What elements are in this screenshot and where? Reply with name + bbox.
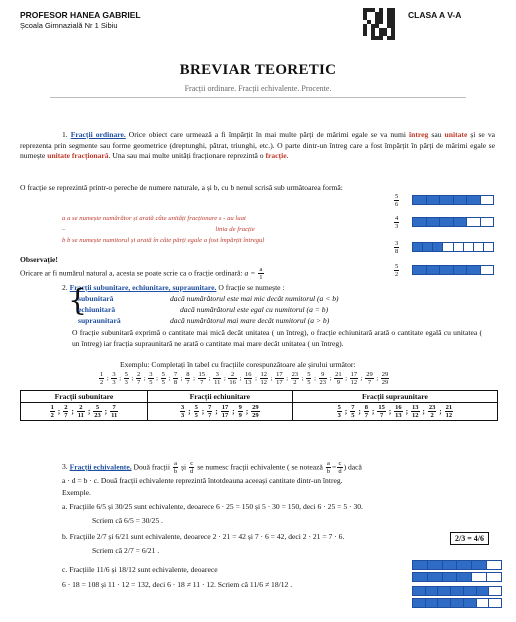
bar-cell <box>438 587 451 595</box>
bar-cell <box>474 243 484 251</box>
class-label: CLASA A V-A <box>408 10 462 20</box>
section-3-heading: Fracții echivalente. <box>69 462 132 472</box>
fraction: $\frac{17}{17}$ <box>221 404 229 419</box>
bar-cell <box>451 599 464 607</box>
example-fraction-bar <box>412 598 502 608</box>
example-fraction-bar <box>412 560 502 570</box>
fraction-bar <box>412 217 494 227</box>
fraction-type-term: subunitară <box>78 294 114 303</box>
fraction: $\frac{3}{11}$ <box>214 371 221 386</box>
section-1-intro: 1. Fracții ordinare. Orice obiect care urmează a fi împărțit în mai multe părți de mărimi egale se va numi întreg sau unitate și se va reprezenta prin segmente sau forme geometrice (dreptunghi, pătrat, triunghi, etc.). O parte dintr-un întreg care a fost împărțit în părți de mărimi egale se numește unitate fracționară. Una sau mai multe unități fracționare reprezintă o fracție. <box>20 130 495 161</box>
bar-fraction-label: 3 8 <box>395 240 399 255</box>
fraction: $\frac{2}{11}$ <box>77 404 84 419</box>
bar-cell <box>489 587 501 595</box>
example-a-conclusion: Scriem că 6/5 = 30/25 . <box>92 516 163 525</box>
fraction: $\frac{5}{23}$ <box>94 404 101 419</box>
exercise-instruction: Exemplu: Completați în tabel cu fracțiile corespunzătoare ale șirului următor: <box>120 360 356 369</box>
fraction: $\frac{5}{5}$ <box>307 371 311 386</box>
school-name: Școala Gimnazială Nr 1 Sibiu <box>20 21 118 30</box>
table-header-subunitare: Fracții subunitare <box>21 391 148 403</box>
fraction: $\frac{2}{7}$ <box>136 371 141 386</box>
fraction: $\frac{5}{5}$ <box>194 404 198 419</box>
bar-cell <box>426 599 439 607</box>
bar-cell <box>443 243 453 251</box>
example-c-conclusion: 6 · 18 = 108 și 11 · 12 = 132, deci 6 · 18 ≠ 11 · 12. Scriem că 11/6 ≠ 18/12 . <box>62 580 293 589</box>
fraction: $\frac{7}{11}$ <box>111 404 118 419</box>
bar-cell <box>440 218 454 226</box>
fraction: $\frac{7}{5}$ <box>351 404 355 419</box>
fraction-bar <box>412 195 494 205</box>
bar-cell <box>467 218 481 226</box>
brace: { <box>68 283 88 318</box>
bar-cell <box>477 599 490 607</box>
fraction: $\frac{23}{2}$ <box>291 371 299 386</box>
bar-cell <box>484 243 493 251</box>
table-cell-subunitare: $\frac{1}{2}$ ; $\frac{2}{7}$ ; $\frac{2}{11}$ ; $\frac{5}{23}$ ; $\frac{7}{11}$ <box>21 403 148 421</box>
fraction: $\frac{5}{3}$ <box>337 404 341 419</box>
bar-cell <box>481 196 494 204</box>
fraction-type-description: dacă numărătorul este mai mic decât numitorul (a < b) <box>170 294 339 303</box>
fraction: $\frac{1}{2}$ <box>100 371 104 386</box>
fraction: $\frac{15}{7}$ <box>378 404 385 419</box>
fraction: $\frac{9}{23}$ <box>319 371 327 386</box>
bar-cell <box>440 266 454 274</box>
fraction: $\frac{3}{3}$ <box>181 404 185 419</box>
bar-cell <box>467 196 481 204</box>
section-1-heading: Fracții ordinare. <box>70 130 126 139</box>
example-a: a. Fracțiile 6/5 și 30/25 sunt echivalente, deoarece 6 · 25 = 150 și 5 · 30 = 150, deci 6 · 25 = 5 · 30. <box>62 502 363 511</box>
bar-fraction-label: 5 6 <box>395 193 399 208</box>
teacher-name: PROFESOR HANEA GABRIEL <box>20 10 141 20</box>
bar-cell <box>464 587 477 595</box>
fraction-definition: O fracție se reprezintă printr-o pereche de numere naturale, a și b, cu b nenul scrisă sub următoarea formă: <box>20 183 343 192</box>
bar-cell <box>487 573 501 581</box>
fraction: $\frac{21}{9}$ <box>335 371 342 386</box>
bar-cell <box>428 573 443 581</box>
bar-cell <box>464 243 474 251</box>
observation-text: Oricare ar fi numărul natural a, acesta se poate scrie ca o fracție ordinară: a = $\frac{a}{1}$ <box>20 266 263 281</box>
fraction: $\frac{8}{7}$ <box>186 371 190 386</box>
fraction: $\frac{15}{7}$ <box>198 371 205 386</box>
fraction-bar <box>412 242 494 252</box>
fraction-type-description: dacă numărătorul este egal cu numitorul (a = b) <box>180 305 329 314</box>
page-subtitle: Fracții ordinare. Fracții echivalente. Procente. <box>184 84 332 93</box>
bar-cell <box>443 573 458 581</box>
denominator-legend: b b se numește numitorul și arată în câte părți egale a fost împărțit întregul <box>62 237 265 244</box>
fraction-bar <box>412 265 494 275</box>
bar-cell <box>477 587 490 595</box>
table-cell-echiunitare: $\frac{3}{3}$ ; $\frac{5}{5}$ ; $\frac{7}{7}$ ; $\frac{17}{17}$ ; $\frac{9}{9}$ ; $\frac{29}{29}$ <box>147 403 292 421</box>
example-c: c. Fracțiile 11/6 și 18/12 sunt echivalente, deoarece <box>62 565 218 574</box>
bar-cell <box>454 218 468 226</box>
bar-cell <box>457 573 472 581</box>
bar-cell <box>438 599 451 607</box>
bar-cell <box>413 599 426 607</box>
bar-cell <box>433 243 443 251</box>
title-divider <box>50 97 466 98</box>
bar-fraction-label: 5 2 <box>395 263 399 278</box>
bar-cell <box>451 587 464 595</box>
bar-cell <box>413 573 428 581</box>
qr-module <box>391 36 395 40</box>
section-3-intro: 3. Fracții echivalente. Două fracții $\frac{a}{b}$ și $\frac{c}{d}$ se numesc fracții echivalente ( se notează $\frac{a}{b}$ = $\frac{c}{d}$ ) dacă <box>62 460 362 475</box>
fraction: $\frac{13}{12}$ <box>412 404 419 419</box>
fraction: $\frac{5}{5}$ <box>161 371 165 386</box>
fraction: $\frac{2}{16}$ <box>229 371 236 386</box>
bar-cell <box>481 218 494 226</box>
fraction: $\frac{29}{29}$ <box>381 371 389 386</box>
bar-cell <box>427 218 441 226</box>
fraction: $\frac{1}{2}$ <box>50 404 54 419</box>
fraction: $\frac{5}{3}$ <box>124 371 128 386</box>
fraction: $\frac{3}{5}$ <box>149 371 153 386</box>
fraction-type-term: echiunitară <box>78 305 116 314</box>
fraction: $\frac{21}{12}$ <box>445 404 453 419</box>
bar-cell <box>481 266 494 274</box>
bar-cell <box>413 196 427 204</box>
fraction: $\frac{12}{12}$ <box>260 371 268 386</box>
example-b: b. Fracțiile 2/7 și 6/21 sunt echivalente, deoarece 2 · 21 = 42 și 7 · 6 = 42, deci 2 · 21 = 7 · 6. <box>62 532 345 541</box>
equivalence-box: 2/3 = 4/6 <box>450 532 489 545</box>
bar-cell <box>457 561 472 569</box>
fraction: $\frac{9}{9}$ <box>238 404 242 419</box>
fraction-type-term: supraunitară <box>78 316 121 325</box>
page-title: BREVIAR TEORETIC <box>179 62 337 78</box>
fraction: $\frac{29}{7}$ <box>366 371 373 386</box>
bar-cell <box>428 561 443 569</box>
fraction: $\frac{23}{2}$ <box>428 404 436 419</box>
bar-fraction-label: 4 3 <box>395 215 399 230</box>
bar-cell <box>467 266 481 274</box>
bar-cell <box>472 573 487 581</box>
qr-code-icon <box>363 8 395 40</box>
bar-cell <box>472 561 487 569</box>
fraction-line-legend: – linia de fracție <box>62 226 255 233</box>
table-cell-supraunitare: $\frac{5}{3}$ ; $\frac{7}{5}$ ; $\frac{8}{7}$ ; $\frac{15}{7}$ ; $\frac{16}{13}$ ; $\frac{13}{12}$ ; $\frac{23}{2}$ ; $\frac{21}{12}$ <box>292 403 497 421</box>
fraction-type-description: dacă numărătorul mai mare decât numitorul (a > b) <box>170 316 330 325</box>
fraction: $\frac{7}{8}$ <box>173 371 178 386</box>
example-fraction-bar <box>412 572 502 582</box>
fraction: $\frac{16}{13}$ <box>244 371 252 386</box>
bar-cell <box>423 243 433 251</box>
bar-cell <box>454 196 468 204</box>
bar-cell <box>454 243 464 251</box>
bar-cell <box>440 196 454 204</box>
fraction: $\frac{3}{3}$ <box>112 371 116 386</box>
bar-cell <box>413 561 428 569</box>
fraction: $\frac{7}{7}$ <box>208 404 212 419</box>
fraction: $\frac{8}{7}$ <box>364 404 369 419</box>
table-header-echiunitare: Fracții echiunitare <box>147 391 292 403</box>
bar-cell <box>426 587 439 595</box>
fraction: $\frac{29}{29}$ <box>252 404 259 419</box>
fraction-classification-table <box>20 390 498 421</box>
fraction-types-explanation: O fracție subunitară exprimă o cantitate mai mică decât unitatea ( un întreg), o fracție echiunitară arată o cantitate egală cu unitatea ( un întreg) iar fracția supraunitară ne arată o cantitate mai mare decât unitatea ( un întreg). <box>72 328 482 348</box>
fraction-sequence: $\frac{1}{2}$ ; $\frac{3}{3}$ ; $\frac{5}{3}$ ; $\frac{2}{7}$ ; $\frac{3}{5}$ ; $\frac{5}{5}$ ; $\frac{7}{8}$ ; $\frac{8}{7}$ ; $\frac{15}{7}$ ; $\frac{3}{11}$ ; $\frac{2}{16}$ ; $\frac{16}{13}$ ; $\frac{12}{12}$ ; $\frac{17}{17}$ ; $\frac{23}{2}$ ; $\frac{5}{5}$ ; $\frac{9}{23}$ ; $\frac{21}{9}$ ; $\frac{17}{12}$ ; $\frac{29}{7}$ ; $\frac{29}{29}$ <box>100 371 389 386</box>
bar-cell <box>489 599 501 607</box>
bar-cell <box>427 196 441 204</box>
examples-label: Exemple. <box>62 488 91 497</box>
bar-cell <box>454 266 468 274</box>
fraction: $\frac{16}{13}$ <box>395 404 402 419</box>
bar-cell <box>413 243 423 251</box>
bar-cell <box>413 587 426 595</box>
fraction: $\frac{17}{17}$ <box>276 371 283 386</box>
bar-cell <box>427 266 441 274</box>
fraction: $\frac{17}{12}$ <box>350 371 358 386</box>
fraction: $\frac{2}{7}$ <box>64 404 68 419</box>
numerator-legend: a a se numește numărător și arată câte unități fracționare s - au luat <box>62 215 246 222</box>
example-b-conclusion: Scriem că 2/7 = 6/21 . <box>92 546 160 555</box>
bar-cell <box>487 561 501 569</box>
bar-cell <box>413 218 427 226</box>
bar-cell <box>413 266 427 274</box>
bar-cell <box>464 599 477 607</box>
observation-label: Observație! <box>20 255 58 264</box>
example-fraction-bar <box>412 586 502 596</box>
bar-cell <box>443 561 458 569</box>
equivalence-condition: a · d = b · c. Două fracții echivalente reprezintă întotdeauna aceeași cantitate dintr-un întreg. <box>62 476 343 485</box>
section-2-heading: Fracții subunitare, echiunitare, supraunitare. <box>69 283 217 292</box>
table-header-supraunitare: Fracții supraunitare <box>292 391 497 403</box>
section-2-heading-line: 2. Fracții subunitare, echiunitare, supraunitare. O fracție se numește : <box>62 283 285 292</box>
